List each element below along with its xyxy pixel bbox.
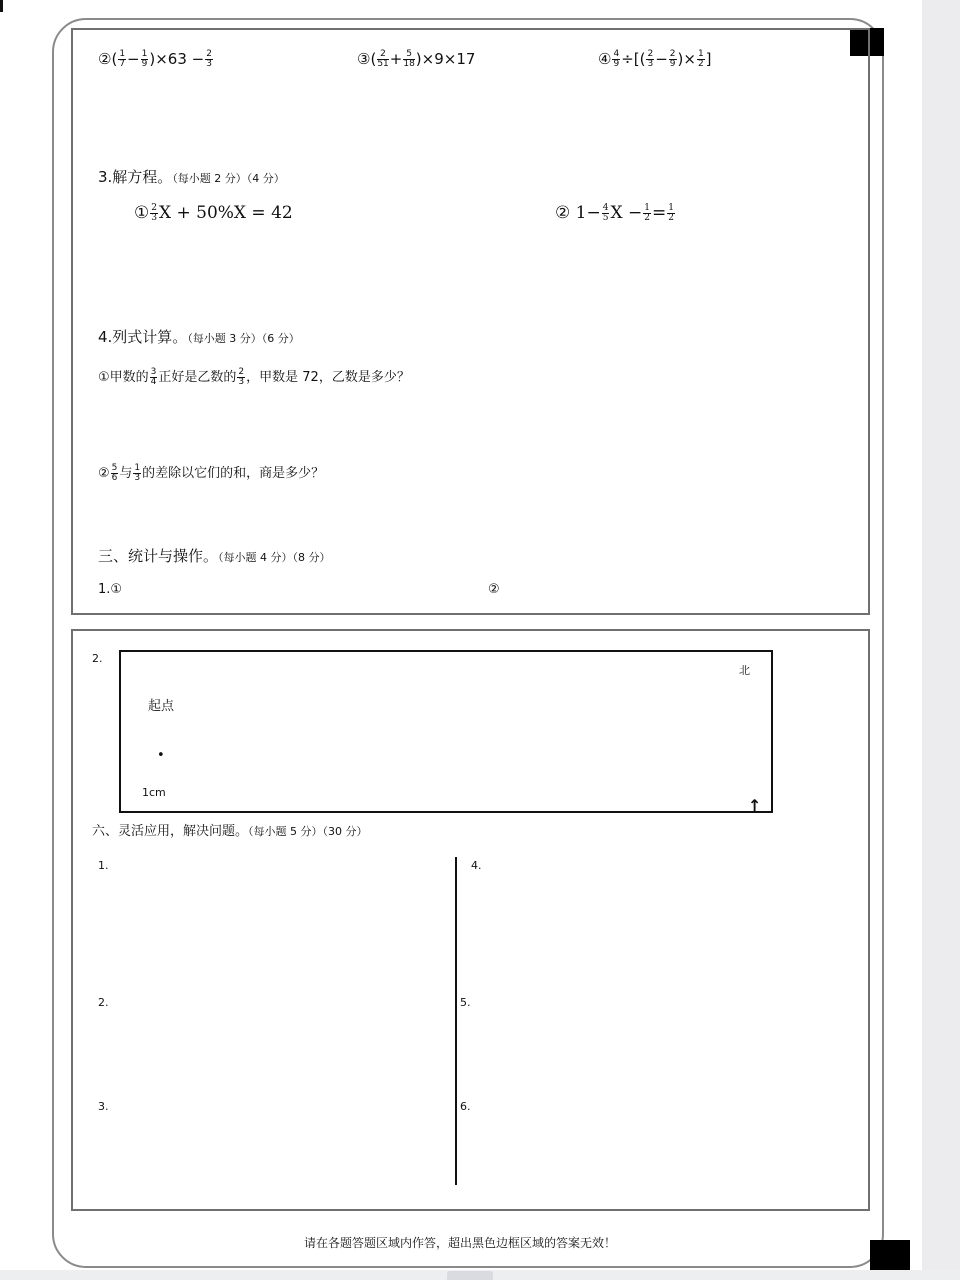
section-4-heading: 4.列式计算。（每小题 3 分）（6 分）	[98, 328, 300, 346]
map-drawing-area[interactable]	[119, 650, 773, 813]
fraction: $\frac{2}{3}$	[238, 367, 245, 387]
answer-slot-4: 4.	[471, 859, 482, 872]
fraction: $\frac{4}{5}$	[602, 203, 609, 223]
fraction: $\frac{2}{3}$	[647, 49, 654, 69]
section-stats-heading: 三、统计与操作。（每小题 4 分）（8 分）	[98, 547, 331, 565]
north-label: 北	[739, 664, 750, 677]
fraction: $\frac{5}{6}$	[111, 463, 118, 483]
calc-expression-3: ③( $\frac{2}{51}$ + $\frac{5}{18}$ )×9×17	[357, 49, 476, 69]
column-divider	[455, 857, 457, 1185]
answer-slot-5: 5.	[460, 996, 471, 1009]
answer-slot-3: 3.	[98, 1100, 109, 1113]
calc-expression-2: ②( $\frac{1}{7}$ − $\frac{1}{9}$ )×63 − $\frac{2}{3}$	[98, 49, 212, 69]
fraction: $\frac{2}{9}$	[669, 49, 676, 69]
fraction: $\frac{3}{4}$	[150, 367, 157, 387]
footer-instruction: 请在各题答题区域内作答，超出黑色边框区域的答案无效！	[303, 1236, 616, 1250]
word-problem-2: ② $\frac{5}{6}$ 与 $\frac{1}{3}$ 的差除以它们的和，商是多少？	[98, 463, 325, 483]
fraction: $\frac{1}{2}$	[644, 203, 650, 223]
fraction: $\frac{1}{7}$	[119, 49, 126, 69]
fraction: $\frac{1}{9}$	[141, 49, 148, 69]
fraction: $\frac{1}{2}$	[697, 49, 704, 69]
upper-answer-panel	[71, 28, 870, 615]
fraction: $\frac{2}{3}$	[206, 49, 212, 69]
word-problem-1: ①甲数的 $\frac{3}{4}$ 正好是乙数的 $\frac{2}{3}$ ，甲数是 72，乙数是多少？	[98, 367, 410, 387]
fraction: $\frac{1}{2}$	[668, 203, 674, 223]
stats-q1-label: 1.①	[98, 582, 123, 597]
scale-label: 1cm	[142, 786, 166, 799]
scroll-handle[interactable]	[447, 1271, 493, 1280]
answer-slot-2: 2.	[98, 996, 109, 1009]
start-point-dot: •	[157, 748, 165, 763]
section-3-heading: 3.解方程。（每小题 2 分）（4 分）	[98, 168, 285, 186]
fraction: $\frac{5}{18}$	[403, 49, 415, 69]
answer-slot-6: 6.	[460, 1100, 471, 1113]
fraction: $\frac{2}{51}$	[377, 49, 389, 69]
section-6-heading: 六、灵活应用，解决问题。（每小题 5 分）（30 分）	[92, 824, 368, 839]
map-question-label: 2.	[92, 652, 103, 665]
fraction: $\frac{4}{9}$	[613, 49, 620, 69]
corner-tick	[0, 0, 3, 12]
equation-1: ① $\frac{2}{3}$ X + 50%X = 42	[134, 203, 293, 223]
fraction: $\frac{2}{3}$	[151, 203, 157, 223]
viewer-right-strip	[922, 0, 960, 1280]
start-point-label: 起点	[148, 699, 175, 714]
north-arrow-icon: ↑	[748, 796, 762, 815]
stats-q1-part2: ②	[488, 582, 500, 597]
answer-slot-1: 1.	[98, 859, 109, 872]
calc-expression-4: ④ $\frac{4}{9}$ ÷[( $\frac{2}{3}$ − $\frac{2}{9}$ )× $\frac{1}{2}$ ]	[598, 49, 712, 69]
equation-2: ② 1− $\frac{4}{5}$ X − $\frac{1}{2}$ = $\frac{1}{2}$	[555, 203, 674, 223]
fraction: $\frac{1}{3}$	[134, 463, 141, 483]
